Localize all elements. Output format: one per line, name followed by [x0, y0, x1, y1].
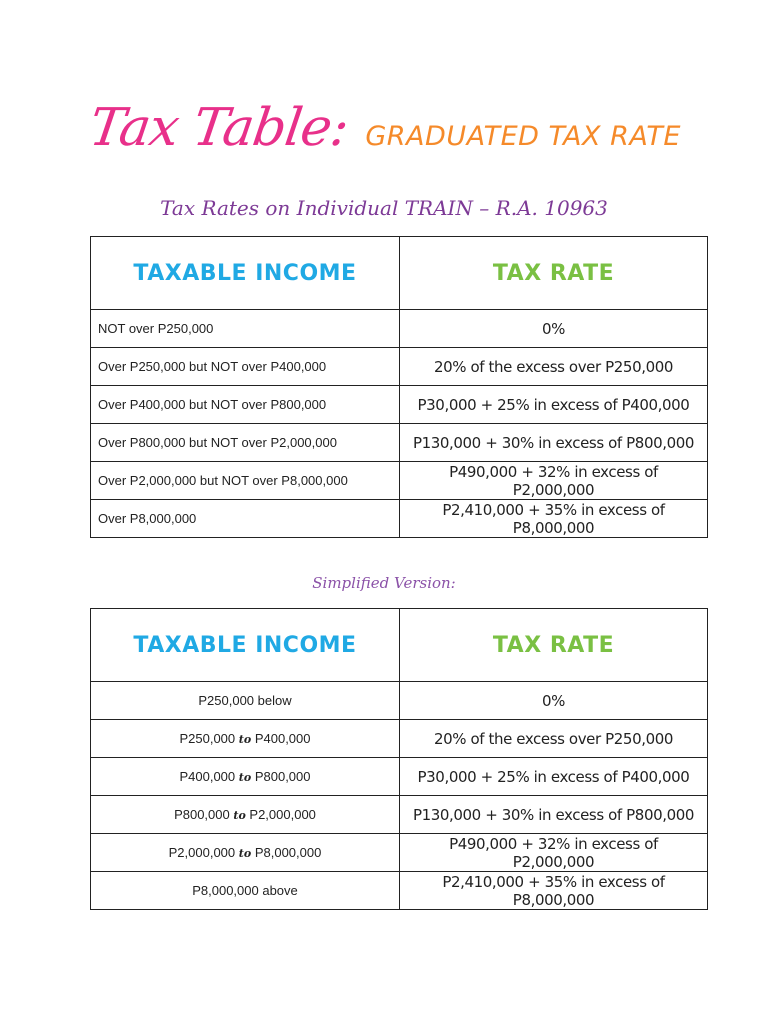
title-script: Tax Table: [85, 98, 352, 158]
income-cell [91, 796, 400, 834]
rate-cell: P2,410,000 + 35% in excess of P8,000,000 [400, 500, 708, 538]
table-subtitle: Tax Rates on Individual TRAIN – R.A. 10963 [160, 196, 608, 220]
income-cell [91, 758, 400, 796]
table-row [91, 462, 708, 500]
header-taxable-income: TAXABLE INCOME [91, 237, 400, 310]
income-cell: Over P8,000,000 [91, 500, 400, 538]
income-to: P400,000 [254, 731, 311, 746]
table-row [91, 682, 708, 720]
table-header-row [91, 237, 708, 310]
income-cell [91, 872, 400, 910]
table-row [91, 500, 708, 538]
income-value: P8,000,000 above [192, 883, 298, 898]
rate-cell: P30,000 + 25% in excess of P400,000 [400, 386, 708, 424]
page-title [85, 98, 681, 158]
table-row [91, 834, 708, 872]
rate-cell: 0% [400, 310, 708, 348]
income-cell [91, 834, 400, 872]
header-tax-rate: TAX RATE [400, 609, 708, 682]
table-row [91, 720, 708, 758]
income-value: P250,000 below [198, 693, 292, 708]
rate-cell: P130,000 + 30% in excess of P800,000 [400, 796, 708, 834]
income-cell [91, 720, 400, 758]
rate-cell: P130,000 + 30% in excess of P800,000 [400, 424, 708, 462]
income-cell: NOT over P250,000 [91, 310, 400, 348]
income-to: P800,000 [254, 769, 311, 784]
table-row [91, 872, 708, 910]
graduated-tax-table [90, 236, 708, 538]
to-word: to [238, 733, 252, 746]
income-cell [91, 682, 400, 720]
rate-cell: P490,000 + 32% in excess of P2,000,000 [400, 462, 708, 500]
simplified-version-label: Simplified Version: [312, 574, 456, 592]
income-cell: Over P2,000,000 but NOT over P8,000,000 [91, 462, 400, 500]
income-to: P2,000,000 [249, 807, 316, 822]
to-word: to [238, 771, 252, 784]
rate-cell: 20% of the excess over P250,000 [400, 720, 708, 758]
rate-cell: 0% [400, 682, 708, 720]
table-row [91, 386, 708, 424]
rate-cell: P490,000 + 32% in excess of P2,000,000 [400, 834, 708, 872]
table-row [91, 758, 708, 796]
table-row [91, 796, 708, 834]
to-word: to [238, 847, 252, 860]
income-from: P800,000 [174, 807, 230, 822]
title-subheading: GRADUATED TAX RATE [365, 121, 681, 152]
income-to: P8,000,000 [254, 845, 322, 860]
table-header-row [91, 609, 708, 682]
simplified-tax-table [90, 608, 708, 910]
rate-cell: P30,000 + 25% in excess of P400,000 [400, 758, 708, 796]
table-row [91, 424, 708, 462]
income-cell: Over P400,000 but NOT over P800,000 [91, 386, 400, 424]
table-row [91, 348, 708, 386]
rate-cell: P2,410,000 + 35% in excess of P8,000,000 [400, 872, 708, 910]
rate-cell: 20% of the excess over P250,000 [400, 348, 708, 386]
header-taxable-income: TAXABLE INCOME [91, 609, 400, 682]
income-cell: Over P800,000 but NOT over P2,000,000 [91, 424, 400, 462]
income-from: P2,000,000 [168, 845, 236, 860]
income-cell: Over P250,000 but NOT over P400,000 [91, 348, 400, 386]
income-from: P250,000 [179, 731, 236, 746]
header-tax-rate: TAX RATE [400, 237, 708, 310]
table-row [91, 310, 708, 348]
to-word: to [233, 809, 246, 822]
income-from: P400,000 [179, 769, 236, 784]
